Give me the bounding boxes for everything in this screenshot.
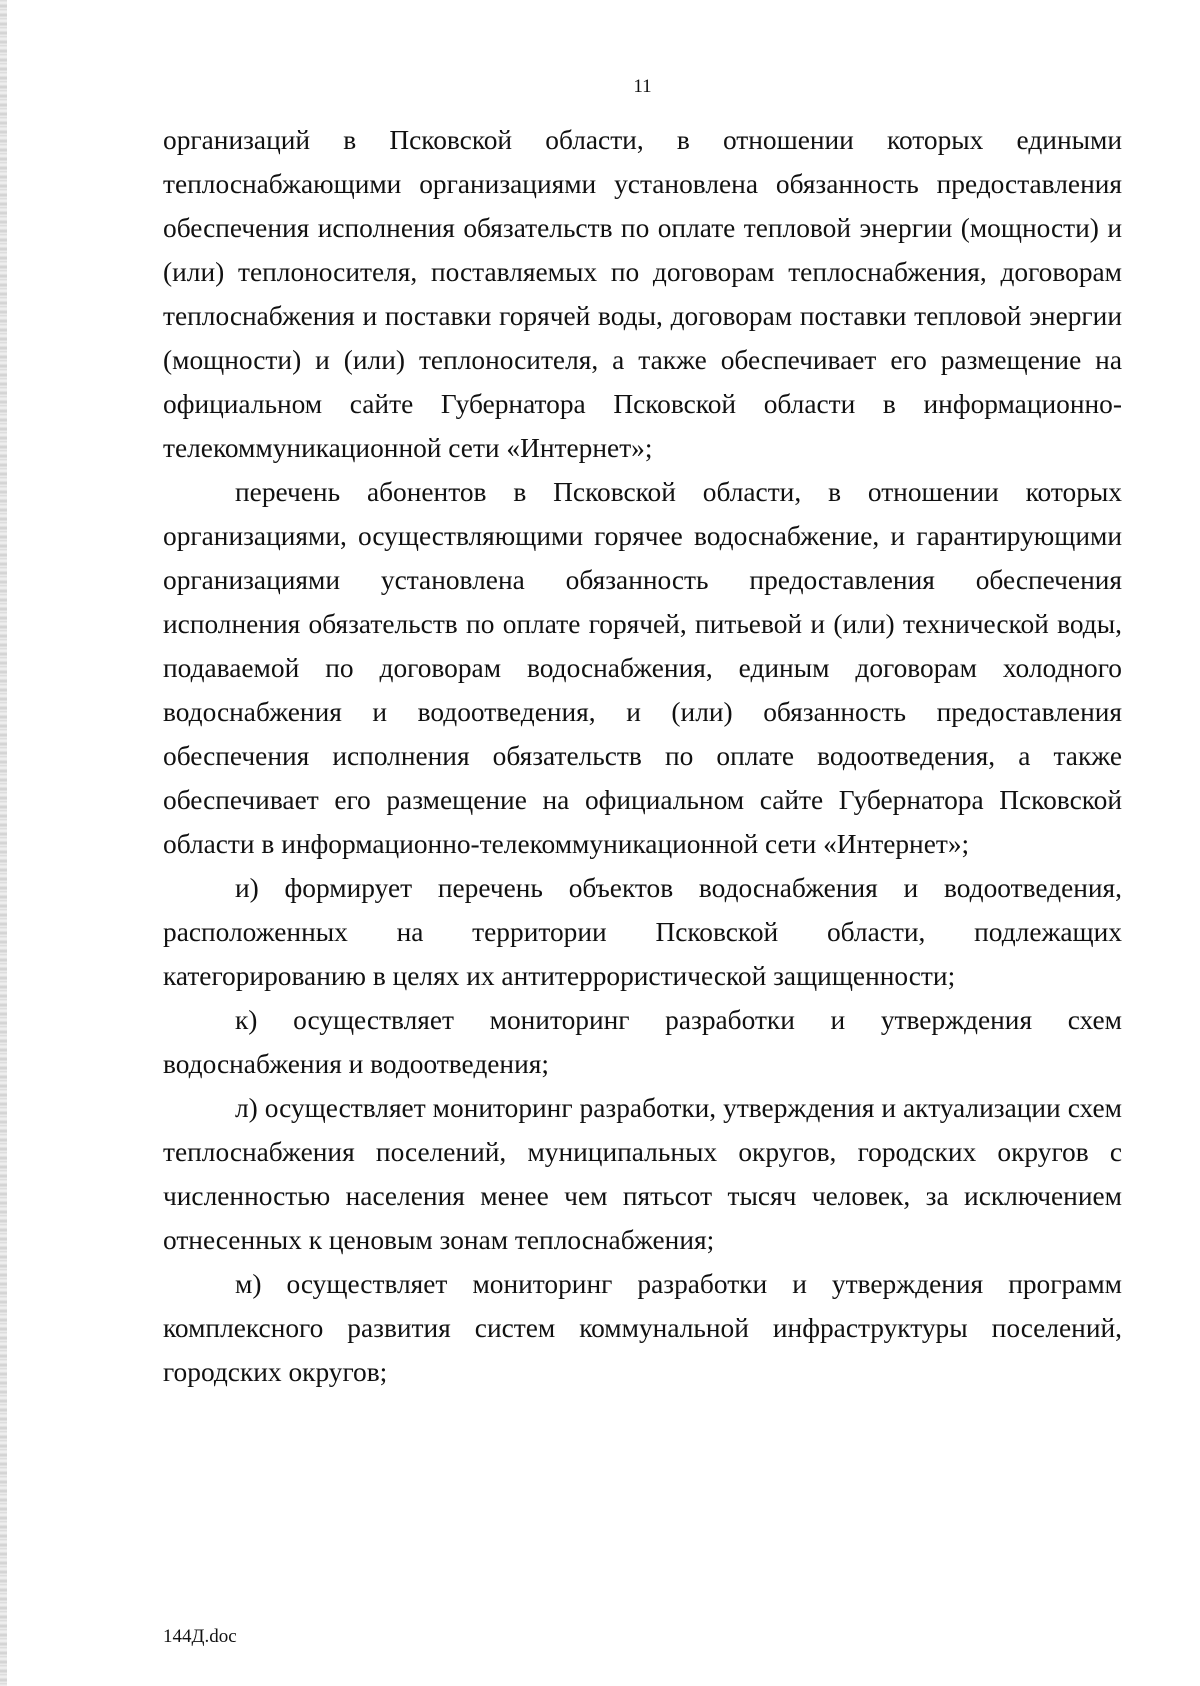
document-body <box>163 118 1122 1394</box>
footer-file-name: 144Д.doc <box>163 1626 237 1647</box>
paragraph-6: м) осуществляет мониторинг разработки и утверждения программ комплексного развития систем коммунальной инфраструктуры поселений, городских округов; <box>163 1269 1122 1387</box>
paragraph-5: л) осуществляет мониторинг разработки, утверждения и актуализации схем теплоснабжения поселений, муниципальных округов, городских округов с численностью населения менее чем пятьсот тысяч человек, за исключением отнесенных к ценовым зонам теплоснабжения; <box>163 1093 1122 1255</box>
paragraph-3: и) формирует перечень объектов водоснабжения и водоотведения, расположенных на территории Псковской области, подлежащих категорированию в целях их антитеррористической защищенности; <box>163 873 1122 991</box>
paragraph-2: перечень абонентов в Псковской области, в отношении которых организациями, осуществляющими горячее водоснабжение, и гарантирующими организациями установлена обязанность предоставления обеспечения исполнения обязательств по оплате горячей, питьевой и (или) технической воды, подаваемой по договорам водоснабжения, единым договорам холодного водоснабжения и водоотведения, и (или) обязанность предоставления обеспечения исполнения обязательств по оплате водоотведения, а также обеспечивает его размещение на официальном сайте Губернатора Псковской области в информационно-телекоммуникационной сети «Интернет»; <box>163 477 1122 859</box>
paragraph-4: к) осуществляет мониторинг разработки и утверждения схем водоснабжения и водоотведения; <box>163 1005 1122 1079</box>
paragraph-1: организаций в Псковской области, в отношении которых едиными теплоснабжающими организациями установлена обязанность предоставления обеспечения исполнения обязательств по оплате тепловой энергии (мощности) и (или) теплоносителя, поставляемых по договорам теплоснабжения, договорам теплоснабжения и поставки горячей воды, договорам поставки тепловой энергии (мощности) и (или) теплоносителя, а также обеспечивает его размещение на официальном сайте Губернатора Псковской области в информационно-телекоммуникационной сети «Интернет»; <box>163 125 1122 463</box>
scan-edge <box>0 0 7 1686</box>
page-number: 11 <box>633 76 652 97</box>
